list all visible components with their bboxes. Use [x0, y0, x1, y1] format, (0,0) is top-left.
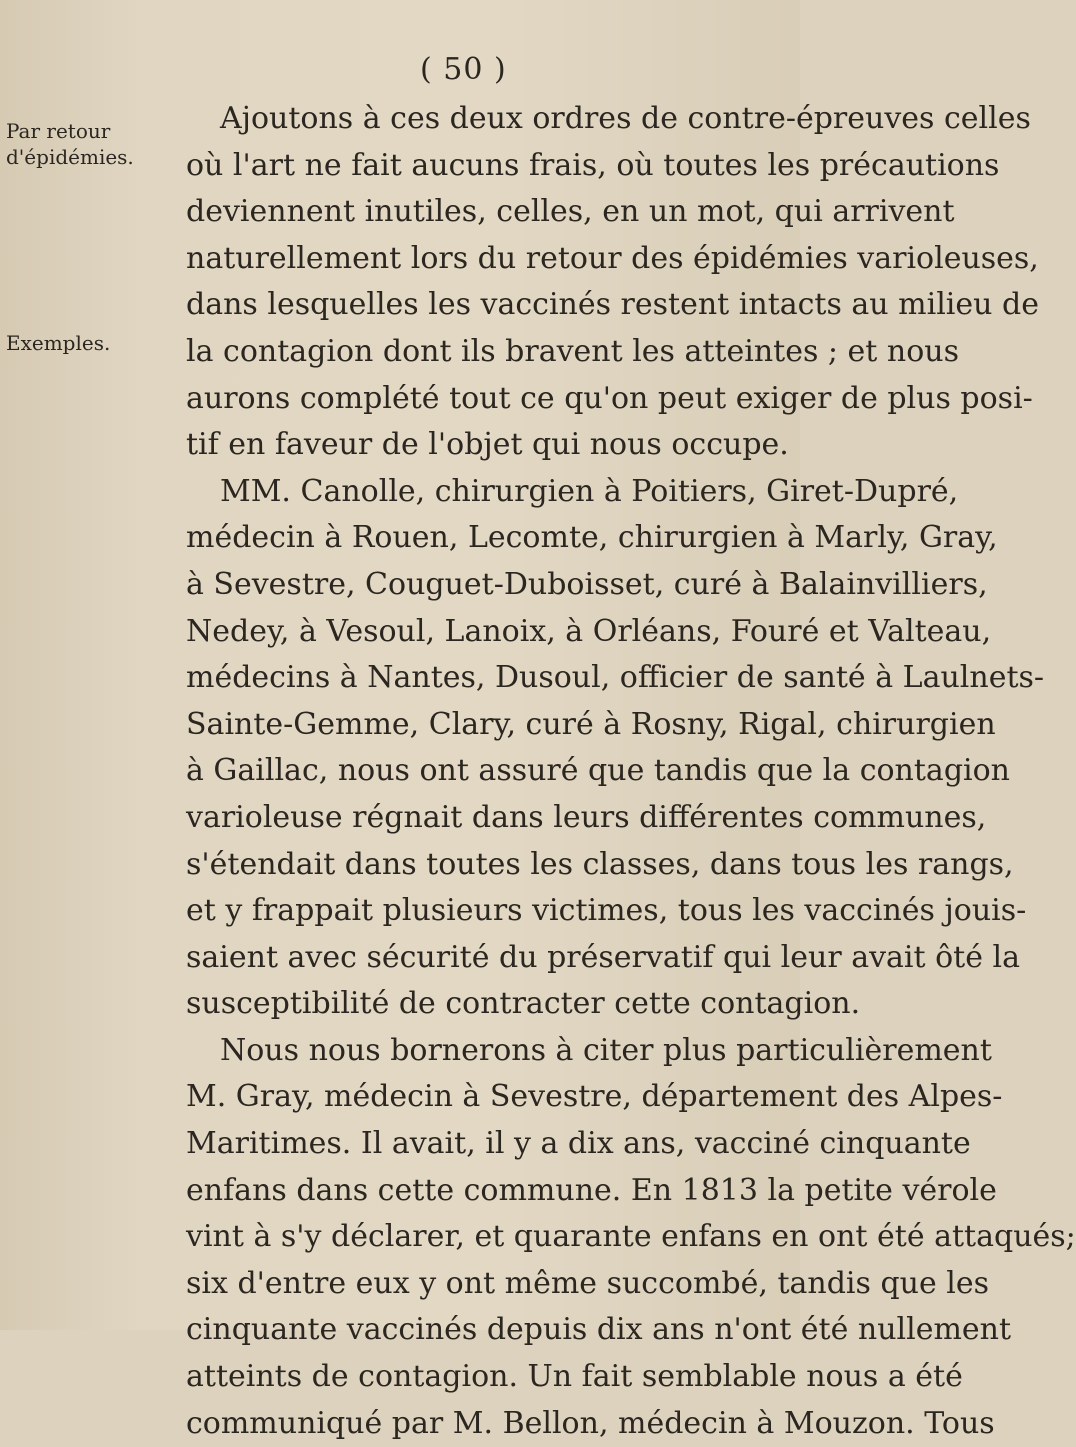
page-body-text — [186, 96, 1076, 1447]
text-line: dans lesquelles les vaccinés restent intacts au milieu de — [186, 287, 1039, 323]
text-line: Nedey, à Vesoul, Lanoix, à Orléans, Fouré et Valteau, — [186, 613, 992, 649]
text-line: à Gaillac, nous ont assuré que tandis que la contagion — [186, 753, 1011, 789]
text-line: tif en faveur de l'objet qui nous occupe. — [186, 427, 789, 463]
text-line: vint à s'y déclarer, et quarante enfans en ont été attaqués; — [186, 1219, 1076, 1255]
text-line: varioleuse régnait dans leurs différentes communes, — [186, 799, 987, 835]
text-line: communiqué par M. Bellon, médecin à Mouzon. Tous — [186, 1405, 995, 1441]
page-number: ( 50 ) — [420, 52, 507, 87]
text-line: où l'art ne fait aucuns frais, où toutes les précautions — [186, 147, 1000, 183]
text-line: la contagion dont ils bravent les atteintes ; et nous — [186, 333, 959, 369]
text-line: médecin à Rouen, Lecomte, chirurgien à Marly, Gray, — [186, 520, 998, 556]
text-line: MM. Canolle, chirurgien à Poitiers, Giret-Dupré, — [220, 473, 959, 509]
text-line: six d'entre eux y ont même succombé, tandis que les — [186, 1265, 989, 1301]
text-line: Sainte-Gemme, Clary, curé à Rosny, Rigal, chirurgien — [186, 706, 996, 742]
text-line: Nous nous bornerons à citer plus particulièrement — [220, 1032, 992, 1068]
text-line: naturellement lors du retour des épidémies varioleuses, — [186, 240, 1039, 276]
text-line: saient avec sécurité du préservatif qui leur avait ôté la — [186, 939, 1020, 975]
text-line: Ajoutons à ces deux ordres de contre-épreuves celles — [220, 101, 1031, 136]
text-line: Maritimes. Il avait, il y a dix ans, vacciné cinquante — [186, 1126, 971, 1162]
text-line: susceptibilité de contracter cette contagion. — [186, 986, 861, 1022]
margin-note-examples: Exemples. — [6, 331, 111, 355]
text-line: à Sevestre, Couguet-Duboisset, curé à Balainvilliers, — [186, 566, 988, 602]
text-line: deviennent inutiles, celles, en un mot, qui arrivent — [186, 194, 955, 230]
text-line: aurons complété tout ce qu'on peut exiger de plus posi- — [186, 380, 1033, 416]
margin-note-return-epidemics: Par retour d'épidémies. — [6, 119, 134, 169]
text-line: M. Gray, médecin à Sevestre, département des Alpes- — [186, 1079, 1003, 1115]
text-line: cinquante vaccinés depuis dix ans n'ont été nullement — [186, 1312, 1012, 1348]
text-line: s'étendait dans toutes les classes, dans tous les rangs, — [186, 846, 1014, 882]
text-line: médecins à Nantes, Dusoul, officier de santé à Laulnets- — [186, 660, 1045, 696]
text-line: et y frappait plusieurs victimes, tous les vaccinés jouis- — [186, 893, 1027, 929]
text-line: enfans dans cette commune. En 1813 la petite vérole — [186, 1172, 997, 1208]
text-line: atteints de contagion. Un fait semblable nous a été — [186, 1359, 963, 1395]
